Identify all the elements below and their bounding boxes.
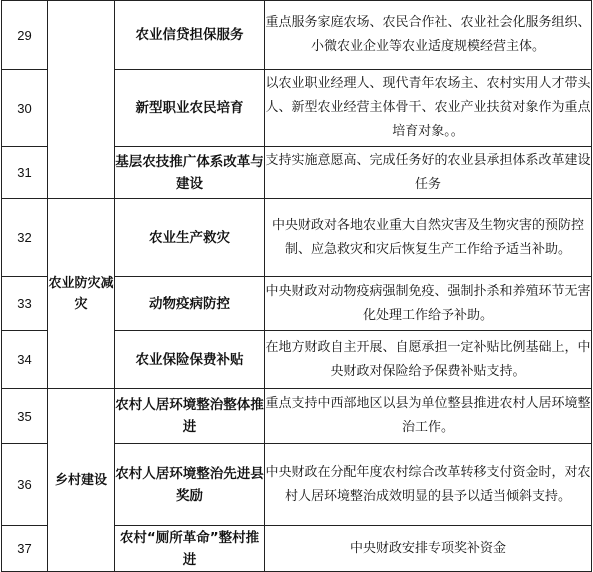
row-number: 37 bbox=[2, 526, 48, 572]
table-row bbox=[2, 389, 592, 444]
item-name: 动物疫病防控 bbox=[115, 277, 265, 331]
item-description: 重点支持中西部地区以县为单位整县推进农村人居环境整治工作。 bbox=[265, 389, 592, 444]
item-name: 农村人居环境整治先进县奖励 bbox=[115, 444, 265, 526]
category-disaster: 农业防灾减灾 bbox=[48, 199, 115, 389]
item-name: 农业信贷担保服务 bbox=[115, 1, 265, 70]
item-name: 基层农技推广体系改革与建设 bbox=[115, 147, 265, 199]
item-description: 在地方财政自主开展、自愿承担一定补贴比例基础上，中央财政对保险给予保费补贴支持。 bbox=[265, 331, 592, 389]
item-description: 中央财政对各地农业重大自然灾害及生物灾害的预防控制、应急救灾和灾后恢复生产工作给予适当补助。 bbox=[265, 199, 592, 277]
row-number: 29 bbox=[2, 1, 48, 70]
item-description: 中央财政对动物疫病强制免疫、强制扑杀和养殖环节无害化处理工作给予补助。 bbox=[265, 277, 592, 331]
item-name: 新型职业农民培育 bbox=[115, 70, 265, 147]
row-number: 30 bbox=[2, 70, 48, 147]
row-number: 34 bbox=[2, 331, 48, 389]
item-description: 以农业职业经理人、现代青年农场主、农村实用人才带头人、新型农业经营主体骨干、农业产业扶贫对象作为重点培育对象。。 bbox=[265, 70, 592, 147]
row-number: 36 bbox=[2, 444, 48, 526]
item-description: 支持实施意愿高、完成任务好的农业县承担体系改革建设任务 bbox=[265, 147, 592, 199]
table-row bbox=[2, 1, 592, 70]
item-name: 农业生产救灾 bbox=[115, 199, 265, 277]
table-row bbox=[2, 199, 592, 277]
item-description: 中央财政在分配年度农村综合改革转移支付资金时，对农村人居环境整治成效明显的县予以适当倾斜支持。 bbox=[265, 444, 592, 526]
category-rural: 乡村建设 bbox=[48, 389, 115, 572]
item-name: 农村人居环境整治整体推进 bbox=[115, 389, 265, 444]
item-name: 农村“厕所革命”整村推进 bbox=[115, 526, 265, 572]
row-number: 31 bbox=[2, 147, 48, 199]
policy-table bbox=[1, 0, 592, 572]
item-description: 重点服务家庭农场、农民合作社、农业社会化服务组织、小微农业企业等农业适度规模经营主体。 bbox=[265, 1, 592, 70]
item-name: 农业保险保费补贴 bbox=[115, 331, 265, 389]
item-description: 中央财政安排专项奖补资金 bbox=[265, 526, 592, 572]
category-cell bbox=[48, 1, 115, 199]
row-number: 35 bbox=[2, 389, 48, 444]
row-number: 33 bbox=[2, 277, 48, 331]
row-number: 32 bbox=[2, 199, 48, 277]
